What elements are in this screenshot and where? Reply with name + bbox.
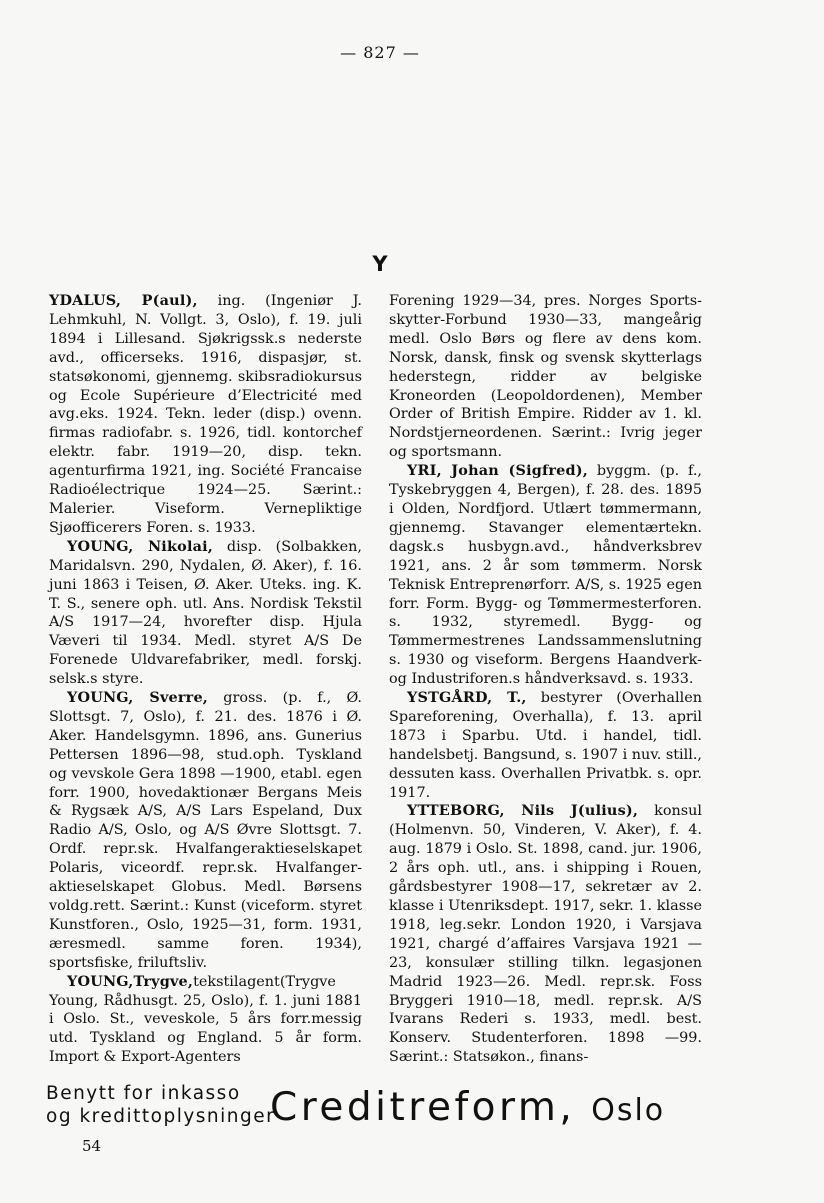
entry-text: ing. (Ingeniør J. Lehmkuhl, N. Vollgt. 3, Oslo), f. 19. juli 1894 i Lillesand. Sjøkrigssk.s nederste avd., officerseks. 1916, dispasjør, st. statsøkonomi, gjennemg. skibsradiokursus og Ecole Supérieure d’Electricité med avg.eks. 1924. Tekn. leder (disp.) ovenn. firmas radiofabr. s. 1926, tidl. kontorchef elektr. fabr. 1919—20, disp. tekn. agenturfirma 1921, ing. Société Francaise Radioélectrique 1924—25. Særint.: Malerier. Viseform. Vernepliktige Sjøofficerers Foren. s. 1933. bbox=[49, 293, 362, 536]
printer-signature-mark: 54 bbox=[82, 1137, 102, 1155]
page-number: — 827 — bbox=[340, 43, 420, 62]
creditreform-advertisement bbox=[46, 1082, 726, 1138]
ad-brand-name: Creditreform, bbox=[270, 1085, 576, 1130]
biography-entry-continued bbox=[389, 292, 702, 462]
right-column bbox=[389, 292, 702, 1067]
biography-entry bbox=[389, 462, 702, 689]
ad-tagline bbox=[46, 1082, 275, 1128]
left-column bbox=[49, 292, 362, 1067]
entry-name: YOUNG,Trygve, bbox=[67, 972, 194, 990]
entry-text: byggm. (p. f., Tyskebryggen 4, Bergen), f. 28. des. 1895 i Olden, Nordfjord. Utlært tømmermann, gjennemg. Stavanger elementærtekn. dagsk.s husbygn.avd., håndverksbrev 1921, ans. 2 år som tømmerm. Norsk Teknisk Entreprenørforr. A/S, s. 1925 egen forr. Form. Bygg- og Tømmermesterforen. s. 1932, styremedl. Bygg- og Tømmermestrenes Landssammenslutning s. 1930 og viseform. Bergens Haandverk- og Industriforen.s håndverksavd. s. 1933. bbox=[389, 463, 703, 688]
entry-text: tekstilagent(Trygve Young, Rådhusgt. 25, Oslo), f. 1. juni 1881 i Oslo. St., veveskole, 5 års forr.messig utd. Tyskland og England. 5 år form. Import & Export-Agenters bbox=[49, 973, 362, 1066]
entry-text: gross. (p. f., Ø. Slottsgt. 7, Oslo), f. 21. des. 1876 i Ø. Aker. Handelsgymn. 1896, ans. Gunerius Pettersen 1896—98, stud.oph. Tyskland og vevskole Gera 1898 —1900, etabl. egen forr. 1900, hovedaktionær Bergans Meis & Rygsæk A/S, A/S Lars Espeland, Dux Radio A/S, Oslo, og A/S Øvre Slottsgt. 7. Ordf. repr.sk. Hvalfangeraktieselskapet Polaris, viceordf. repr.sk. Hvalfangeraktieselskapet Globus. Medl. Børsens voldg.rett. Særint.: Kunst (viceform. styret Kunstforen., Oslo, 1925—31, form. 1931, æresmedl. samme foren. 1934), sportsfiske, friluftsliv. bbox=[49, 690, 362, 971]
ad-brand-city: Oslo bbox=[591, 1093, 666, 1128]
ad-brand bbox=[270, 1084, 665, 1135]
biography-entry bbox=[389, 689, 702, 802]
entry-text: Forening 1929—34, pres. Norges Sportsskytter-Forbund 1930—33, mangeårig medl. Oslo Børs og flere av dens kom. Norsk, dansk, finsk og svensk skytterlags hederstegn, ridder av belgiske Kroneorden (Leopoldordenen), Member Order of British Empire. Ridder av 1. kl. Nordstjerneordenen. Særint.: Ivrig jeger og sportsmann. bbox=[389, 293, 702, 461]
entry-text: bestyrer (Overhallen Spareforening, Overhalla), f. 13. april 1873 i Sparbu. Utd. i handel, tidl. handelsbetj. Bangsund, s. 1907 i nuv. still., dessuten kass. Overhallen Privatbk. s. opr. 1917. bbox=[389, 690, 703, 801]
biography-entry bbox=[49, 292, 362, 538]
section-letter: Y bbox=[372, 252, 388, 276]
biography-entry bbox=[49, 689, 362, 973]
biography-entry bbox=[389, 802, 702, 1067]
entry-name: YRI, Johan (Sigfred), bbox=[407, 462, 589, 480]
entry-name: YOUNG, Nikolai, bbox=[67, 537, 214, 555]
entry-name: YSTGÅRD, T., bbox=[407, 689, 527, 707]
entry-text: konsul (Holmenvn. 50, Vinderen, V. Aker), f. 4. aug. 1879 i Oslo. St. 1898, cand. jur. 1906, 2 års oph. utl., ans. i shipping i Rouen, gårdsbestyrer 1908—17, sekretær av 2. klasse i Utenriksdept. 1917, sekr. 1. klasse 1918, leg.sekr. London 1920, i Varsjava 1921, chargé d’affaires Varsjava 1921 —23, konsulær stilling tilkn. legasjonen Madrid 1923—26. Medl. repr.sk. Foss Bryggeri 1910—18, medl. repr.sk. A/S Ivarans Rederi s. 1933, medl. best. Konserv. Studenterforen. 1898 —99. Særint.: Statsøkon., finans- bbox=[389, 803, 703, 1066]
entry-name: YTTEBORG, Nils J(ulius), bbox=[407, 802, 639, 820]
entry-name: YDALUS, P(aul), bbox=[49, 292, 198, 309]
biography-entry bbox=[49, 973, 362, 1068]
biography-entry bbox=[49, 538, 362, 689]
ad-tagline-line1: Benytt for inkasso bbox=[46, 1083, 241, 1104]
entry-text: disp. (Solbakken, Maridalsvn. 290, Nydalen, Ø. Aker), f. 16. juni 1863 i Teisen, Ø. Aker. Uteks. ing. K. T. S., senere oph. utl. Ans. Nordisk Tekstil A/S 1917—24, hvorefter disp. Hjula Væveri til 1934. Medl. styret A/S De Forenede Uldvarefabriker, medl. forskj. selsk.s styre. bbox=[49, 538, 362, 688]
ad-tagline-line2: og kredittoplysninger bbox=[46, 1106, 276, 1127]
entry-name: YOUNG, Sverre, bbox=[67, 689, 209, 707]
